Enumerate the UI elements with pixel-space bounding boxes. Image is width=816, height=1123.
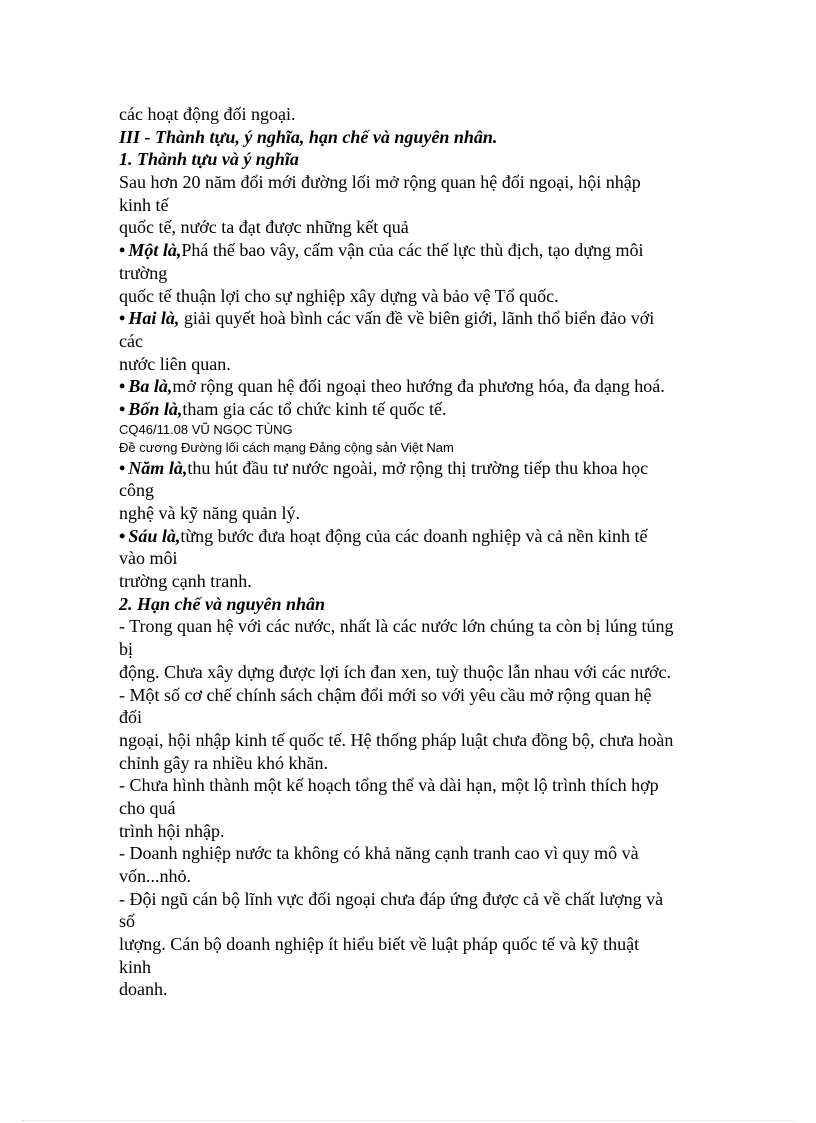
bullet-icon: • bbox=[119, 240, 126, 261]
bullet-lead: Hai là, bbox=[128, 308, 180, 329]
text-line: các bbox=[119, 330, 143, 351]
text-line: - Trong quan hệ với các nước, nhất là các nước lớn chúng ta còn bị lúng túng bbox=[119, 616, 674, 637]
author-line: CQ46/11.08 VŨ NGỌC TÙNG bbox=[119, 421, 293, 437]
subsection-heading: 1. Thành tựu và ý nghĩa bbox=[119, 149, 299, 170]
text-line: kinh bbox=[119, 956, 152, 977]
text-line: quốc tế thuận lợi cho sự nghiệp xây dựng và bảo vệ Tổ quốc. bbox=[119, 285, 559, 306]
text-line: kinh tế bbox=[119, 194, 169, 215]
bullet-text: Phá thế bao vây, cấm vận của các thế lực thù địch, tạo dựng môi bbox=[181, 240, 644, 261]
text-line: quốc tế, nước ta đạt được những kết quả bbox=[119, 217, 409, 238]
bullet-lead: Một là, bbox=[128, 240, 182, 261]
text-line: số bbox=[119, 911, 136, 932]
text-line: - Một số cơ chế chính sách chậm đổi mới so với yêu cầu mở rộng quan hệ bbox=[119, 684, 652, 705]
text-line: lượng. Cán bộ doanh nghiệp ít hiểu biết về luật pháp quốc tế và kỹ thuật bbox=[119, 934, 640, 955]
bullet-icon: • bbox=[119, 457, 126, 478]
bullet-text: tham gia các tổ chức kinh tế quốc tế. bbox=[182, 398, 447, 419]
text-line: các hoạt động đối ngoại. bbox=[119, 104, 296, 124]
text-line: công bbox=[119, 480, 154, 501]
text-line: vốn...nhỏ. bbox=[119, 866, 191, 886]
document-title-line: Đề cương Đường lối cách mạng Đảng cộng sản Việt Nam bbox=[119, 439, 454, 455]
text-line: trình hội nhập. bbox=[119, 820, 225, 841]
text-line: - Chưa hình thành một kế hoạch tổng thể và dài hạn, một lộ trình thích hợp bbox=[119, 775, 659, 796]
bullet-item bbox=[119, 375, 719, 398]
bullet-text: giải quyết hoà bình các vấn đề về biên giới, lãnh thổ biển đảo với bbox=[179, 308, 655, 329]
text-line: - Doanh nghiệp nước ta không có khả năng cạnh tranh cao vì quy mô và bbox=[119, 843, 639, 864]
section-heading: III - Thành tựu, ý nghĩa, hạn chế và nguyên nhân. bbox=[119, 126, 498, 147]
text-line: doanh. bbox=[119, 979, 168, 1000]
bullet-lead: Bốn là, bbox=[128, 398, 183, 419]
text-line: trường cạnh tranh. bbox=[119, 571, 252, 592]
bullet-lead: Năm là, bbox=[128, 457, 188, 478]
page-bottom-divider bbox=[22, 1120, 794, 1121]
bullet-icon: • bbox=[119, 308, 126, 329]
text-line: vào môi bbox=[119, 548, 178, 569]
text-line: động. Chưa xây dựng được lợi ích đan xen, tuỳ thuộc lẫn nhau với các nước. bbox=[119, 661, 671, 682]
text-line: Sau hơn 20 năm đổi mới đường lối mở rộng quan hệ đổi ngoại, hội nhập bbox=[119, 172, 641, 193]
bullet-item bbox=[119, 457, 719, 480]
text-line: nước liên quan. bbox=[119, 353, 231, 374]
bullet-lead: Ba là, bbox=[128, 376, 173, 397]
bullet-lead: Sáu là, bbox=[128, 525, 181, 546]
bullet-icon: • bbox=[119, 376, 126, 397]
text-line: cho quá bbox=[119, 797, 176, 818]
bullet-text: mở rộng quan hệ đối ngoại theo hướng đa phương hóa, đa dạng hoá. bbox=[172, 376, 665, 397]
text-line: - Đội ngũ cán bộ lĩnh vực đối ngoại chưa đáp ứng được cả về chất lượng và bbox=[119, 888, 664, 909]
text-line: bị bbox=[119, 639, 134, 660]
bullet-item bbox=[119, 525, 719, 548]
bullet-text: thu hút đầu tư nước ngoài, mở rộng thị trường tiếp thu khoa học bbox=[187, 457, 649, 478]
text-line: trường bbox=[119, 262, 168, 283]
text-line: nghệ và kỹ năng quản lý. bbox=[119, 503, 300, 523]
bullet-item bbox=[119, 239, 719, 262]
text-line: chỉnh gây ra nhiều khó khăn. bbox=[119, 752, 328, 773]
text-line: đối bbox=[119, 707, 143, 728]
text-line: ngoại, hội nhập kinh tế quốc tế. Hệ thống pháp luật chưa đồng bộ, chưa hoàn bbox=[119, 729, 674, 750]
bullet-item bbox=[119, 307, 719, 330]
bullet-icon: • bbox=[119, 398, 126, 419]
bullet-item bbox=[119, 398, 719, 421]
document-page bbox=[119, 103, 719, 1001]
subsection-heading: 2. Hạn chế và nguyên nhân bbox=[119, 593, 326, 614]
bullet-icon: • bbox=[119, 525, 126, 546]
bullet-text: từng bước đưa hoạt động của các doanh nghiệp và cả nền kinh tế bbox=[180, 525, 648, 546]
